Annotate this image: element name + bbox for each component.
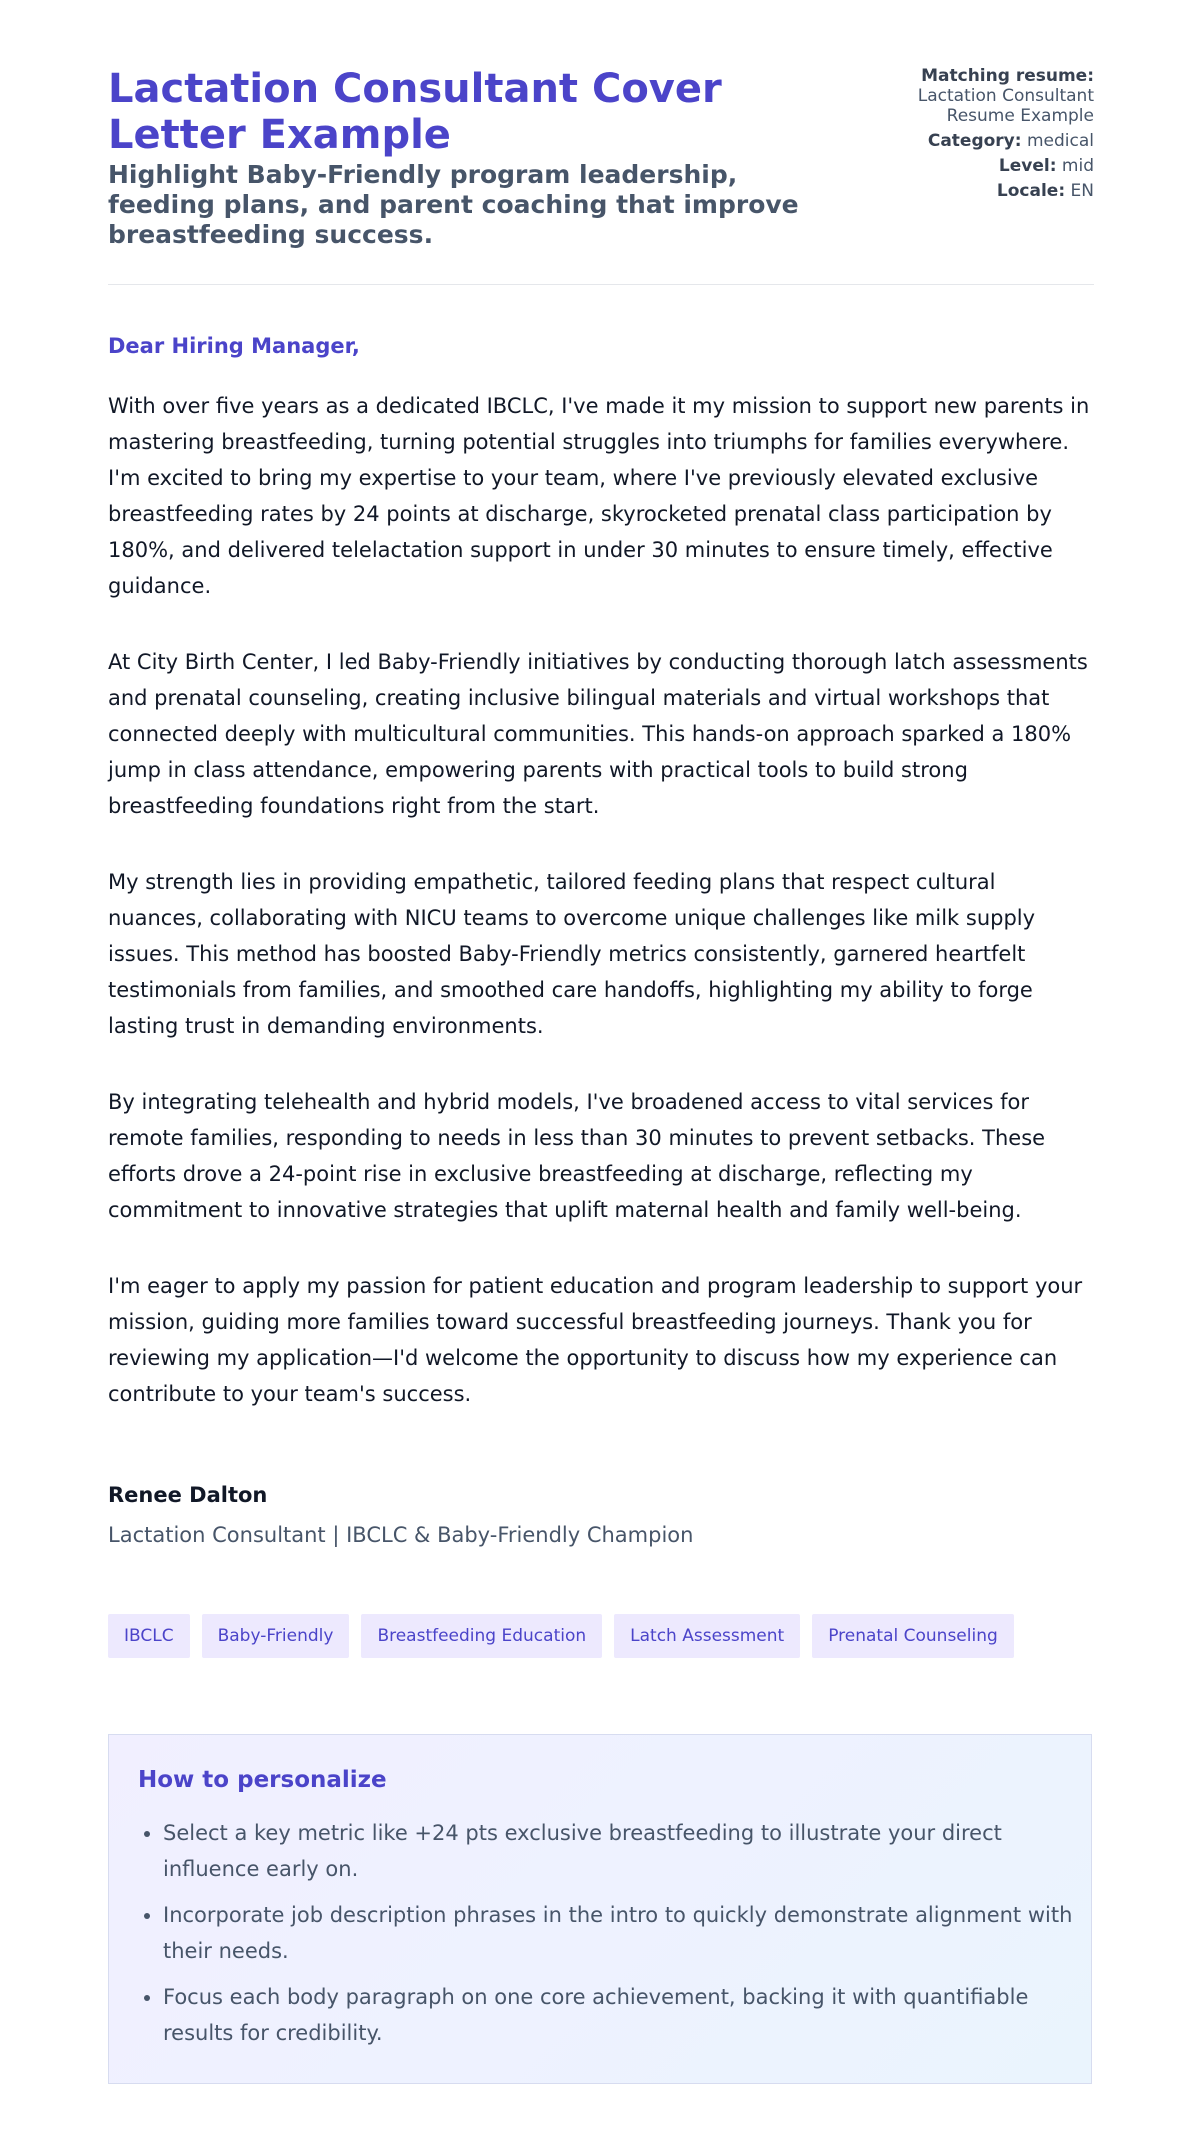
page-title: Lactation Consultant Cover Letter Example: [108, 66, 722, 158]
signature-title: Lactation Consultant | IBCLC & Baby-Friendly Champion: [108, 1523, 694, 1547]
category-row: [874, 131, 1094, 151]
personalize-tips-box: [108, 1734, 1092, 2084]
skill-tag: Baby-Friendly: [202, 1614, 350, 1658]
letter-paragraph: At City Birth Center, I led Baby-Friendly initiatives by conducting thorough latch assessments and prenatal counseling, creating inclusive bilingual materials and virtual workshops that connected deeply with multicultural communities. This hands-on approach sparked a 180% jump in class attendance, empowering parents with practical tools to build strong breastfeeding foundations right from the start.: [108, 650, 1088, 818]
signature-name: Renee Dalton: [108, 1483, 268, 1507]
matching-resume-link-line2[interactable]: Resume Example: [946, 106, 1094, 126]
matching-resume-label: Matching resume:: [921, 66, 1094, 86]
skill-tag: Breastfeeding Education: [361, 1614, 602, 1658]
category-value: medical: [1026, 131, 1094, 151]
tip-item: • Incorporate job description phrases in the intro to quickly demonstrate alignment with their needs.: [163, 1897, 1083, 1969]
header-divider: [108, 284, 1094, 285]
letter-paragraph: With over five years as a dedicated IBCLC, I've made it my mission to support new parents in mastering breastfeeding, turning potential struggles into triumphs for families everywhere. I'm excited to bring my expertise to your team, where I've previously elevated exclusive breastfeeding rates by 24 points at discharge, skyrocketed prenatal class participation by 180%, and delivered telelactation support in under 30 minutes to ensure timely, effective guidance.: [108, 394, 1090, 598]
skill-tag: Latch Assessment: [614, 1614, 800, 1658]
skill-tag: Prenatal Counseling: [812, 1614, 1014, 1658]
page-subtitle: Highlight Baby-Friendly program leadership, feeding plans, and parent coaching that improve breastfeeding success.: [108, 160, 799, 249]
letter-body: [108, 388, 1094, 1452]
letter-paragraph: My strength lies in providing empathetic, tailored feeding plans that respect cultural nuances, collaborating with NICU teams to overcome unique challenges like milk supply issues. This method has boosted Baby-Friendly metrics consistently, garnered heartfelt testimonials from families, and smoothed care handoffs, highlighting my ability to forge lasting trust in demanding environments.: [108, 870, 1036, 1038]
skill-tag: IBCLC: [108, 1614, 190, 1658]
level-label: Level:: [998, 156, 1057, 176]
tips-title: How to personalize: [138, 1767, 387, 1793]
letter-paragraph: By integrating telehealth and hybrid models, I've broadened access to vital services for remote families, responding to needs in less than 30 minutes to prevent setbacks. These efforts drove a 24-point rise in exclusive breastfeeding at discharge, reflecting my commitment to innovative strategies that uplift maternal health and family well-being.: [108, 1090, 1046, 1222]
tips-list: [138, 1815, 1083, 2061]
locale-label: Locale:: [996, 181, 1066, 201]
category-label: Category:: [927, 131, 1022, 151]
locale-row: [874, 181, 1094, 201]
matching-resume: [874, 66, 1094, 126]
tip-item: • Focus each body paragraph on one core achievement, backing it with quantifiable results for credibility.: [163, 1979, 1083, 2051]
level-row: [874, 156, 1094, 176]
level-value: mid: [1061, 156, 1094, 176]
signature-block: [108, 1480, 693, 1550]
letter-paragraph: I'm eager to apply my passion for patient education and program leadership to support your mission, guiding more families toward successful breastfeeding journeys. Thank you for reviewing my application—I'd welcome the opportunity to discuss how my experience can contribute to your team's success.: [108, 1274, 1083, 1406]
locale-value: EN: [1070, 181, 1094, 201]
skill-tags: [108, 1614, 1014, 1658]
matching-resume-link-line1[interactable]: Lactation Consultant: [917, 86, 1094, 106]
tip-item: • Select a key metric like +24 pts exclusive breastfeeding to illustrate your direct influence early on.: [163, 1815, 1083, 1887]
meta-panel: [874, 66, 1094, 206]
letter-greeting: Dear Hiring Manager,: [108, 334, 360, 358]
page-header: [108, 66, 1094, 250]
